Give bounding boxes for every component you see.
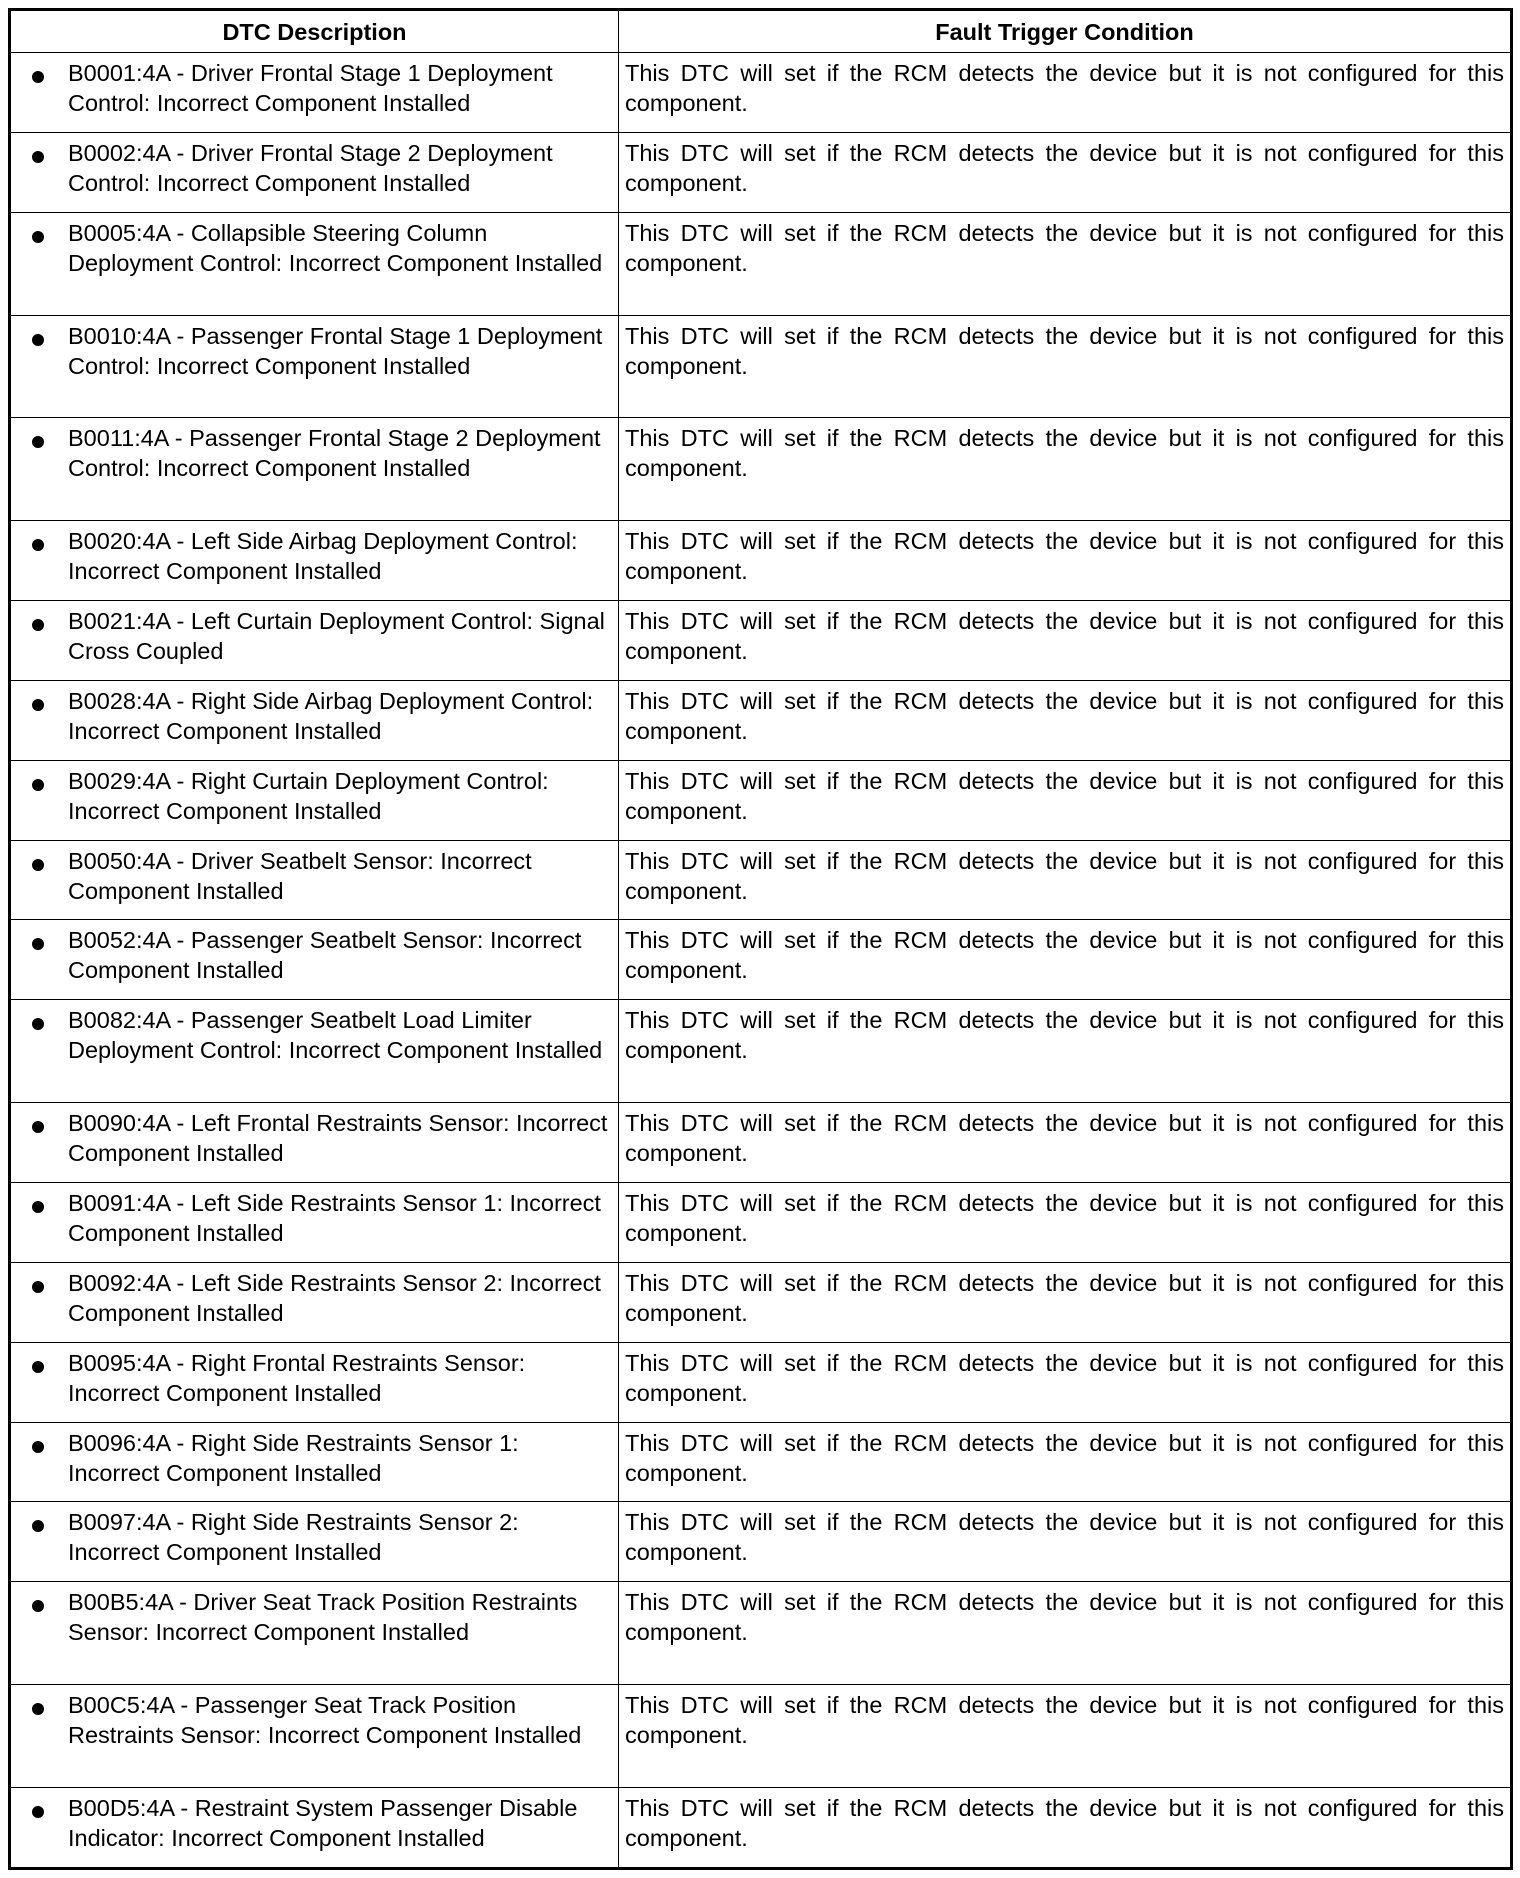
fault-condition-cell xyxy=(619,1262,1512,1342)
dtc-description-cell xyxy=(10,315,619,418)
fault-condition: This DTC will set if the RCM detects the device but it is not configured for this component. xyxy=(625,847,1504,904)
fault-condition: This DTC will set if the RCM detects the device but it is not configured for this component. xyxy=(625,687,1504,744)
fault-condition: This DTC will set if the RCM detects the device but it is not configured for this component. xyxy=(625,219,1504,276)
table-row xyxy=(10,680,1512,760)
fault-condition: This DTC will set if the RCM detects the device but it is not configured for this component. xyxy=(625,60,1504,116)
table-row xyxy=(10,1685,1512,1788)
dtc-description: B0005:4A - Collapsible Steering Column Deployment Control: Incorrect Component Installed xyxy=(68,219,603,276)
table-row xyxy=(10,600,1512,680)
fault-condition-cell xyxy=(619,600,1512,680)
dtc-description: B00D5:4A - Restraint System Passenger Disable Indicator: Incorrect Component Installed xyxy=(68,1794,578,1851)
dtc-description-cell xyxy=(10,840,619,920)
table-row xyxy=(10,1422,1512,1502)
bullet-icon xyxy=(32,1121,44,1133)
table-row xyxy=(10,315,1512,418)
table-row xyxy=(10,1103,1512,1183)
fault-condition: This DTC will set if the RCM detects the device but it is not configured for this component. xyxy=(625,927,1504,984)
fault-condition-cell xyxy=(619,1685,1512,1788)
table-row xyxy=(10,212,1512,315)
fault-condition: This DTC will set if the RCM detects the device but it is not configured for this component. xyxy=(625,1509,1504,1566)
fault-condition-cell xyxy=(619,1422,1512,1502)
bullet-icon xyxy=(32,699,44,711)
fault-condition: This DTC will set if the RCM detects the device but it is not configured for this component. xyxy=(625,607,1504,664)
fault-condition-cell xyxy=(619,1000,1512,1103)
dtc-description-cell xyxy=(10,1787,619,1868)
fault-condition: This DTC will set if the RCM detects the device but it is not configured for this component. xyxy=(625,322,1504,379)
fault-condition-cell xyxy=(619,760,1512,840)
table-row xyxy=(10,520,1512,600)
dtc-description-cell xyxy=(10,1502,619,1582)
table-row xyxy=(10,1787,1512,1868)
dtc-description: B0028:4A - Right Side Airbag Deployment Control: Incorrect Component Installed xyxy=(68,687,594,744)
bullet-icon xyxy=(32,859,44,871)
dtc-description: B0082:4A - Passenger Seatbelt Load Limiter Deployment Control: Incorrect Component Installed xyxy=(68,1007,603,1064)
fault-condition: This DTC will set if the RCM detects the device but it is not configured for this component. xyxy=(625,1189,1504,1246)
bullet-icon xyxy=(32,71,44,83)
dtc-description: B0052:4A - Passenger Seatbelt Sensor: Incorrect Component Installed xyxy=(68,927,582,984)
table-row xyxy=(10,132,1512,212)
dtc-description-cell xyxy=(10,1000,619,1103)
fault-condition-cell xyxy=(619,680,1512,760)
bullet-icon xyxy=(32,231,44,243)
fault-condition: This DTC will set if the RCM detects the device but it is not configured for this component. xyxy=(625,527,1504,584)
bullet-icon xyxy=(32,334,44,346)
dtc-description: B0020:4A - Left Side Airbag Deployment Control: Incorrect Component Installed xyxy=(68,527,578,584)
fault-condition: This DTC will set if the RCM detects the device but it is not configured for this component. xyxy=(625,767,1504,824)
table-row xyxy=(10,840,1512,920)
dtc-description-cell xyxy=(10,1262,619,1342)
bullet-icon xyxy=(32,1281,44,1293)
dtc-description-cell xyxy=(10,212,619,315)
fault-condition: This DTC will set if the RCM detects the device but it is not configured for this component. xyxy=(625,1692,1504,1749)
dtc-description-cell xyxy=(10,132,619,212)
header-fault-trigger-condition: Fault Trigger Condition xyxy=(619,10,1512,53)
dtc-description-cell xyxy=(10,1582,619,1685)
dtc-description-cell xyxy=(10,53,619,133)
dtc-description: B0001:4A - Driver Frontal Stage 1 Deployment Control: Incorrect Component Installed xyxy=(68,60,553,116)
fault-condition-cell xyxy=(619,53,1512,133)
dtc-description: B0096:4A - Right Side Restraints Sensor 1: Incorrect Component Installed xyxy=(68,1429,519,1486)
dtc-description-cell xyxy=(10,920,619,1000)
header-dtc-description: DTC Description xyxy=(10,10,619,53)
dtc-description: B0091:4A - Left Side Restraints Sensor 1: Incorrect Component Installed xyxy=(68,1189,601,1246)
fault-condition: This DTC will set if the RCM detects the device but it is not configured for this component. xyxy=(625,1349,1504,1406)
table-row xyxy=(10,760,1512,840)
fault-condition-cell xyxy=(619,1342,1512,1422)
table-row xyxy=(10,1182,1512,1262)
dtc-description-cell xyxy=(10,680,619,760)
fault-condition-cell xyxy=(619,1103,1512,1183)
bullet-icon xyxy=(32,619,44,631)
bullet-icon xyxy=(32,1703,44,1715)
fault-condition: This DTC will set if the RCM detects the device but it is not configured for this component. xyxy=(625,425,1504,482)
dtc-description: B0002:4A - Driver Frontal Stage 2 Deployment Control: Incorrect Component Installed xyxy=(68,139,553,196)
table-row xyxy=(10,1582,1512,1685)
bullet-icon xyxy=(32,1806,44,1818)
dtc-description: B00C5:4A - Passenger Seat Track Position Restraints Sensor: Incorrect Component Installed xyxy=(68,1692,582,1749)
fault-condition: This DTC will set if the RCM detects the device but it is not configured for this component. xyxy=(625,1794,1504,1851)
dtc-description: B0029:4A - Right Curtain Deployment Control: Incorrect Component Installed xyxy=(68,767,549,824)
fault-condition: This DTC will set if the RCM detects the device but it is not configured for this component. xyxy=(625,1269,1504,1326)
bullet-icon xyxy=(32,151,44,163)
table-row xyxy=(10,1502,1512,1582)
dtc-description: B0090:4A - Left Frontal Restraints Sensor: Incorrect Component Installed xyxy=(68,1110,608,1166)
dtc-table xyxy=(8,8,1513,1870)
fault-condition-cell xyxy=(619,132,1512,212)
fault-condition-cell xyxy=(619,840,1512,920)
dtc-description: B0010:4A - Passenger Frontal Stage 1 Deployment Control: Incorrect Component Installed xyxy=(68,322,603,379)
fault-condition-cell xyxy=(619,1582,1512,1685)
bullet-icon xyxy=(32,779,44,791)
fault-condition-cell xyxy=(619,418,1512,521)
fault-condition-cell xyxy=(619,1787,1512,1868)
dtc-description: B0011:4A - Passenger Frontal Stage 2 Deployment Control: Incorrect Component Installed xyxy=(68,425,601,482)
header-row xyxy=(10,10,1512,53)
fault-condition-cell xyxy=(619,920,1512,1000)
fault-condition: This DTC will set if the RCM detects the device but it is not configured for this component. xyxy=(625,139,1504,196)
dtc-description: B0095:4A - Right Frontal Restraints Sensor: Incorrect Component Installed xyxy=(68,1349,526,1406)
fault-condition-cell xyxy=(619,1502,1512,1582)
dtc-description: B0050:4A - Driver Seatbelt Sensor: Incorrect Component Installed xyxy=(68,847,532,904)
table-row xyxy=(10,1342,1512,1422)
dtc-description-cell xyxy=(10,1342,619,1422)
fault-condition-cell xyxy=(619,1182,1512,1262)
bullet-icon xyxy=(32,1361,44,1373)
dtc-description: B0021:4A - Left Curtain Deployment Control: Signal Cross Coupled xyxy=(68,607,605,664)
table-row xyxy=(10,1000,1512,1103)
dtc-description-cell xyxy=(10,418,619,521)
fault-condition-cell xyxy=(619,520,1512,600)
fault-condition: This DTC will set if the RCM detects the device but it is not configured for this component. xyxy=(625,1007,1504,1064)
table-row xyxy=(10,1262,1512,1342)
table-row xyxy=(10,920,1512,1000)
dtc-description: B0092:4A - Left Side Restraints Sensor 2: Incorrect Component Installed xyxy=(68,1269,601,1326)
dtc-description-cell xyxy=(10,1422,619,1502)
table-row xyxy=(10,418,1512,521)
fault-condition: This DTC will set if the RCM detects the device but it is not configured for this component. xyxy=(625,1429,1504,1486)
bullet-icon xyxy=(32,539,44,551)
dtc-description-cell xyxy=(10,1103,619,1183)
dtc-description-cell xyxy=(10,600,619,680)
bullet-icon xyxy=(32,1441,44,1453)
fault-condition-cell xyxy=(619,315,1512,418)
dtc-description-cell xyxy=(10,1182,619,1262)
dtc-description-cell xyxy=(10,520,619,600)
fault-condition: This DTC will set if the RCM detects the device but it is not configured for this component. xyxy=(625,1110,1504,1166)
dtc-description-cell xyxy=(10,1685,619,1788)
dtc-description-cell xyxy=(10,760,619,840)
dtc-description: B0097:4A - Right Side Restraints Sensor 2: Incorrect Component Installed xyxy=(68,1509,519,1566)
table-row xyxy=(10,53,1512,133)
fault-condition: This DTC will set if the RCM detects the device but it is not configured for this component. xyxy=(625,1589,1504,1646)
bullet-icon xyxy=(32,1201,44,1213)
dtc-description: B00B5:4A - Driver Seat Track Position Restraints Sensor: Incorrect Component Installed xyxy=(68,1589,578,1646)
fault-condition-cell xyxy=(619,212,1512,315)
